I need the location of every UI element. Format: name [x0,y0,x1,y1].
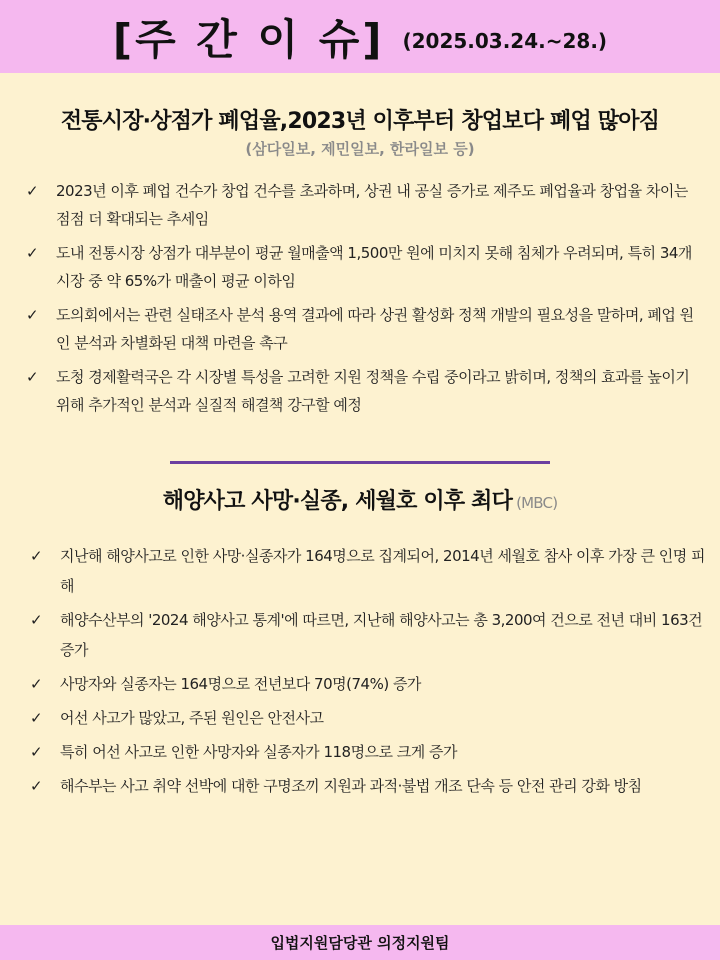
check-icon: ✓ [30,777,43,795]
list-item [26,239,702,295]
list-item [30,605,706,665]
page-footer [0,925,720,960]
check-icon: ✓ [26,306,39,324]
bullet-list [0,177,720,419]
list-item [30,771,706,801]
footer-department: 입법지원담당관 의정지원팀 [270,934,450,952]
check-icon: ✓ [30,547,43,565]
bullet-list [0,541,720,801]
check-icon: ✓ [30,709,43,727]
list-item-text: 사망자와 실종자는 164명으로 전년보다 70명(74%) 증가 [60,675,421,693]
list-item [30,669,706,699]
list-item [26,301,702,357]
page-title: [주 간 이 슈] [112,14,385,64]
check-icon: ✓ [30,743,43,761]
section-title: 전통시장·상점가 폐업율,2023년 이후부터 창업보다 폐업 많아짐 [60,109,660,134]
list-item-text: 어선 사고가 많았고, 주된 원인은 안전사고 [60,709,324,727]
list-item-text: 도청 경제활력국은 각 시장별 특성을 고려한 지원 정책을 수립 중이라고 밝히며, 정책의 효과를 높이기 위해 추가적인 분석과 실질적 해결책 강구할 예정 [56,368,690,414]
list-item-text: 지난해 해양사고로 인한 사망·실종자가 164명으로 집계되어, 2014년 세월호 참사 이후 가장 큰 인명 피해 [60,547,705,595]
list-item-text: 해수부는 사고 취약 선박에 대한 구명조끼 지원과 과적·불법 개조 단속 등 안전 관리 강화 방침 [60,777,642,795]
list-item [26,363,702,419]
check-icon: ✓ [30,675,43,693]
date-range: (2025.03.24.~28.) [402,28,608,53]
page-header [0,0,720,73]
check-icon: ✓ [30,611,43,629]
issue-section-market-closures [0,104,720,425]
list-item [30,703,706,733]
check-icon: ✓ [26,244,39,262]
list-item-text: 2023년 이후 폐업 건수가 창업 건수를 초과하며, 상권 내 공실 증가로 제주도 폐업율과 창업율 차이는 점점 더 확대되는 추세임 [56,182,688,228]
list-item [30,737,706,767]
list-item-text: 특히 어선 사고로 인한 사망자와 실종자가 118명으로 크게 증가 [60,743,458,761]
section-title [0,484,720,515]
list-item-text: 해양수산부의 '2024 해양사고 통계'에 따르면, 지난해 해양사고는 총 3,200여 건으로 전년 대비 163건 증가 [60,611,703,659]
list-item-text: 도의회에서는 관련 실태조사 분석 용역 결과에 따라 상권 활성화 정책 개발의 필요성을 말하며, 폐업 원인 분석과 차별화된 대책 마련을 촉구 [56,306,694,352]
section-divider [170,461,550,464]
issue-section-maritime-accidents [0,484,720,805]
check-icon: ✓ [26,368,39,386]
list-item [30,541,706,601]
section-source: (삼다일보, 제민일보, 한라일보 등) [245,140,475,158]
list-item-text: 도내 전통시장 상점가 대부분이 평균 월매출액 1,500만 원에 미치지 못해 침체가 우려되며, 특히 34개 시장 중 약 65%가 매출이 평균 이하임 [56,244,692,290]
check-icon: ✓ [26,182,39,200]
section-title-text: 해양사고 사망·실종, 세월호 이후 최다 [162,489,513,514]
section-source: (MBC) [516,494,558,512]
list-item [26,177,702,233]
